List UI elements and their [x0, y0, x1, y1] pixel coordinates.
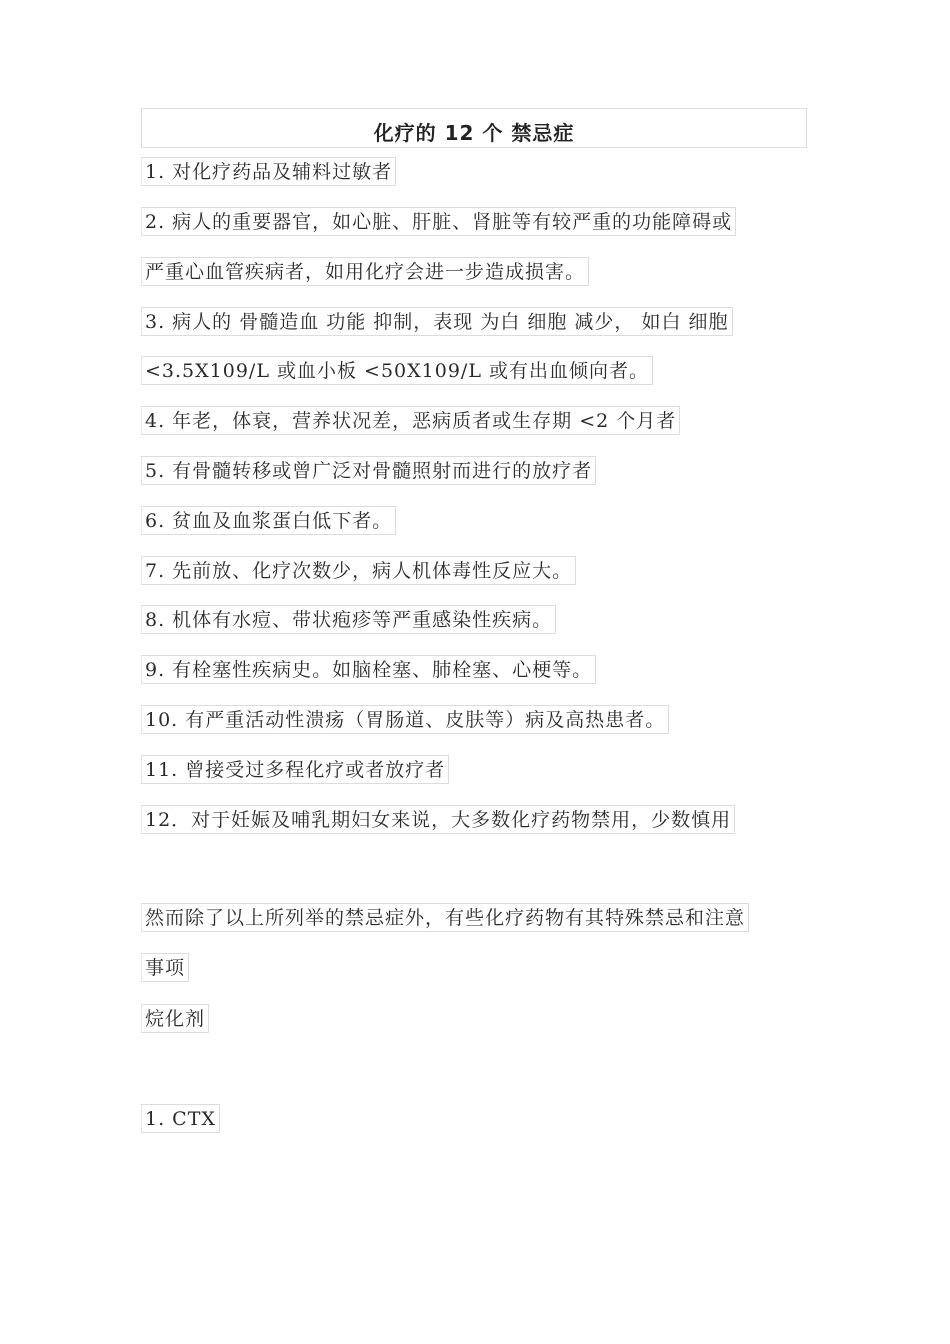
contraindication-item-5: 5. 有骨髓转移或曾广泛对骨髓照射而进行的放疗者	[141, 456, 596, 485]
note-paragraph: 然而除了以上所列举的禁忌症外，有些化疗药物有其特殊禁忌和注意	[141, 903, 749, 932]
drug-item-1: 1. CTX	[141, 1104, 220, 1133]
contraindication-item-11: 11. 曾接受过多程化疗或者放疗者	[141, 755, 449, 784]
note-paragraph-continued: 事项	[141, 953, 189, 982]
contraindication-item-4: 4. 年老，体衰，营养状况差，恶病质者或生存期 <2 个月者	[141, 406, 680, 435]
contraindication-item-10: 10. 有严重活动性溃疡（胃肠道、皮肤等）病及高热患者。	[141, 705, 669, 734]
contraindication-item-3-continued: <3.5X109/L 或血小板 <50X109/L 或有出血倾向者。	[141, 356, 653, 385]
section-heading-alkylating-agents: 烷化剂	[141, 1004, 209, 1033]
contraindication-item-2: 2. 病人的重要器官，如心脏、肝脏、肾脏等有较严重的功能障碍或	[141, 207, 736, 236]
contraindication-item-2-continued: 严重心血管疾病者，如用化疗会进一步造成损害。	[141, 257, 589, 286]
title-box	[141, 108, 807, 148]
contraindication-item-1: 1. 对化疗药品及辅料过敏者	[141, 157, 396, 186]
page-title: 化疗的 12 个 禁忌症	[373, 121, 575, 145]
contraindication-item-7: 7. 先前放、化疗次数少，病人机体毒性反应大。	[141, 556, 576, 585]
contraindication-item-9: 9. 有栓塞性疾病史。如脑栓塞、肺栓塞、心梗等。	[141, 655, 596, 684]
contraindication-item-6: 6. 贫血及血浆蛋白低下者。	[141, 506, 396, 535]
contraindication-item-8: 8. 机体有水痘、带状疱疹等严重感染性疾病。	[141, 605, 556, 634]
contraindication-item-12: 12．对于妊娠及哺乳期妇女来说，大多数化疗药物禁用，少数慎用	[141, 805, 735, 834]
contraindication-item-3: 3. 病人的 骨髓造血 功能 抑制，表现 为白 细胞 减少， 如白 细胞	[141, 307, 733, 336]
